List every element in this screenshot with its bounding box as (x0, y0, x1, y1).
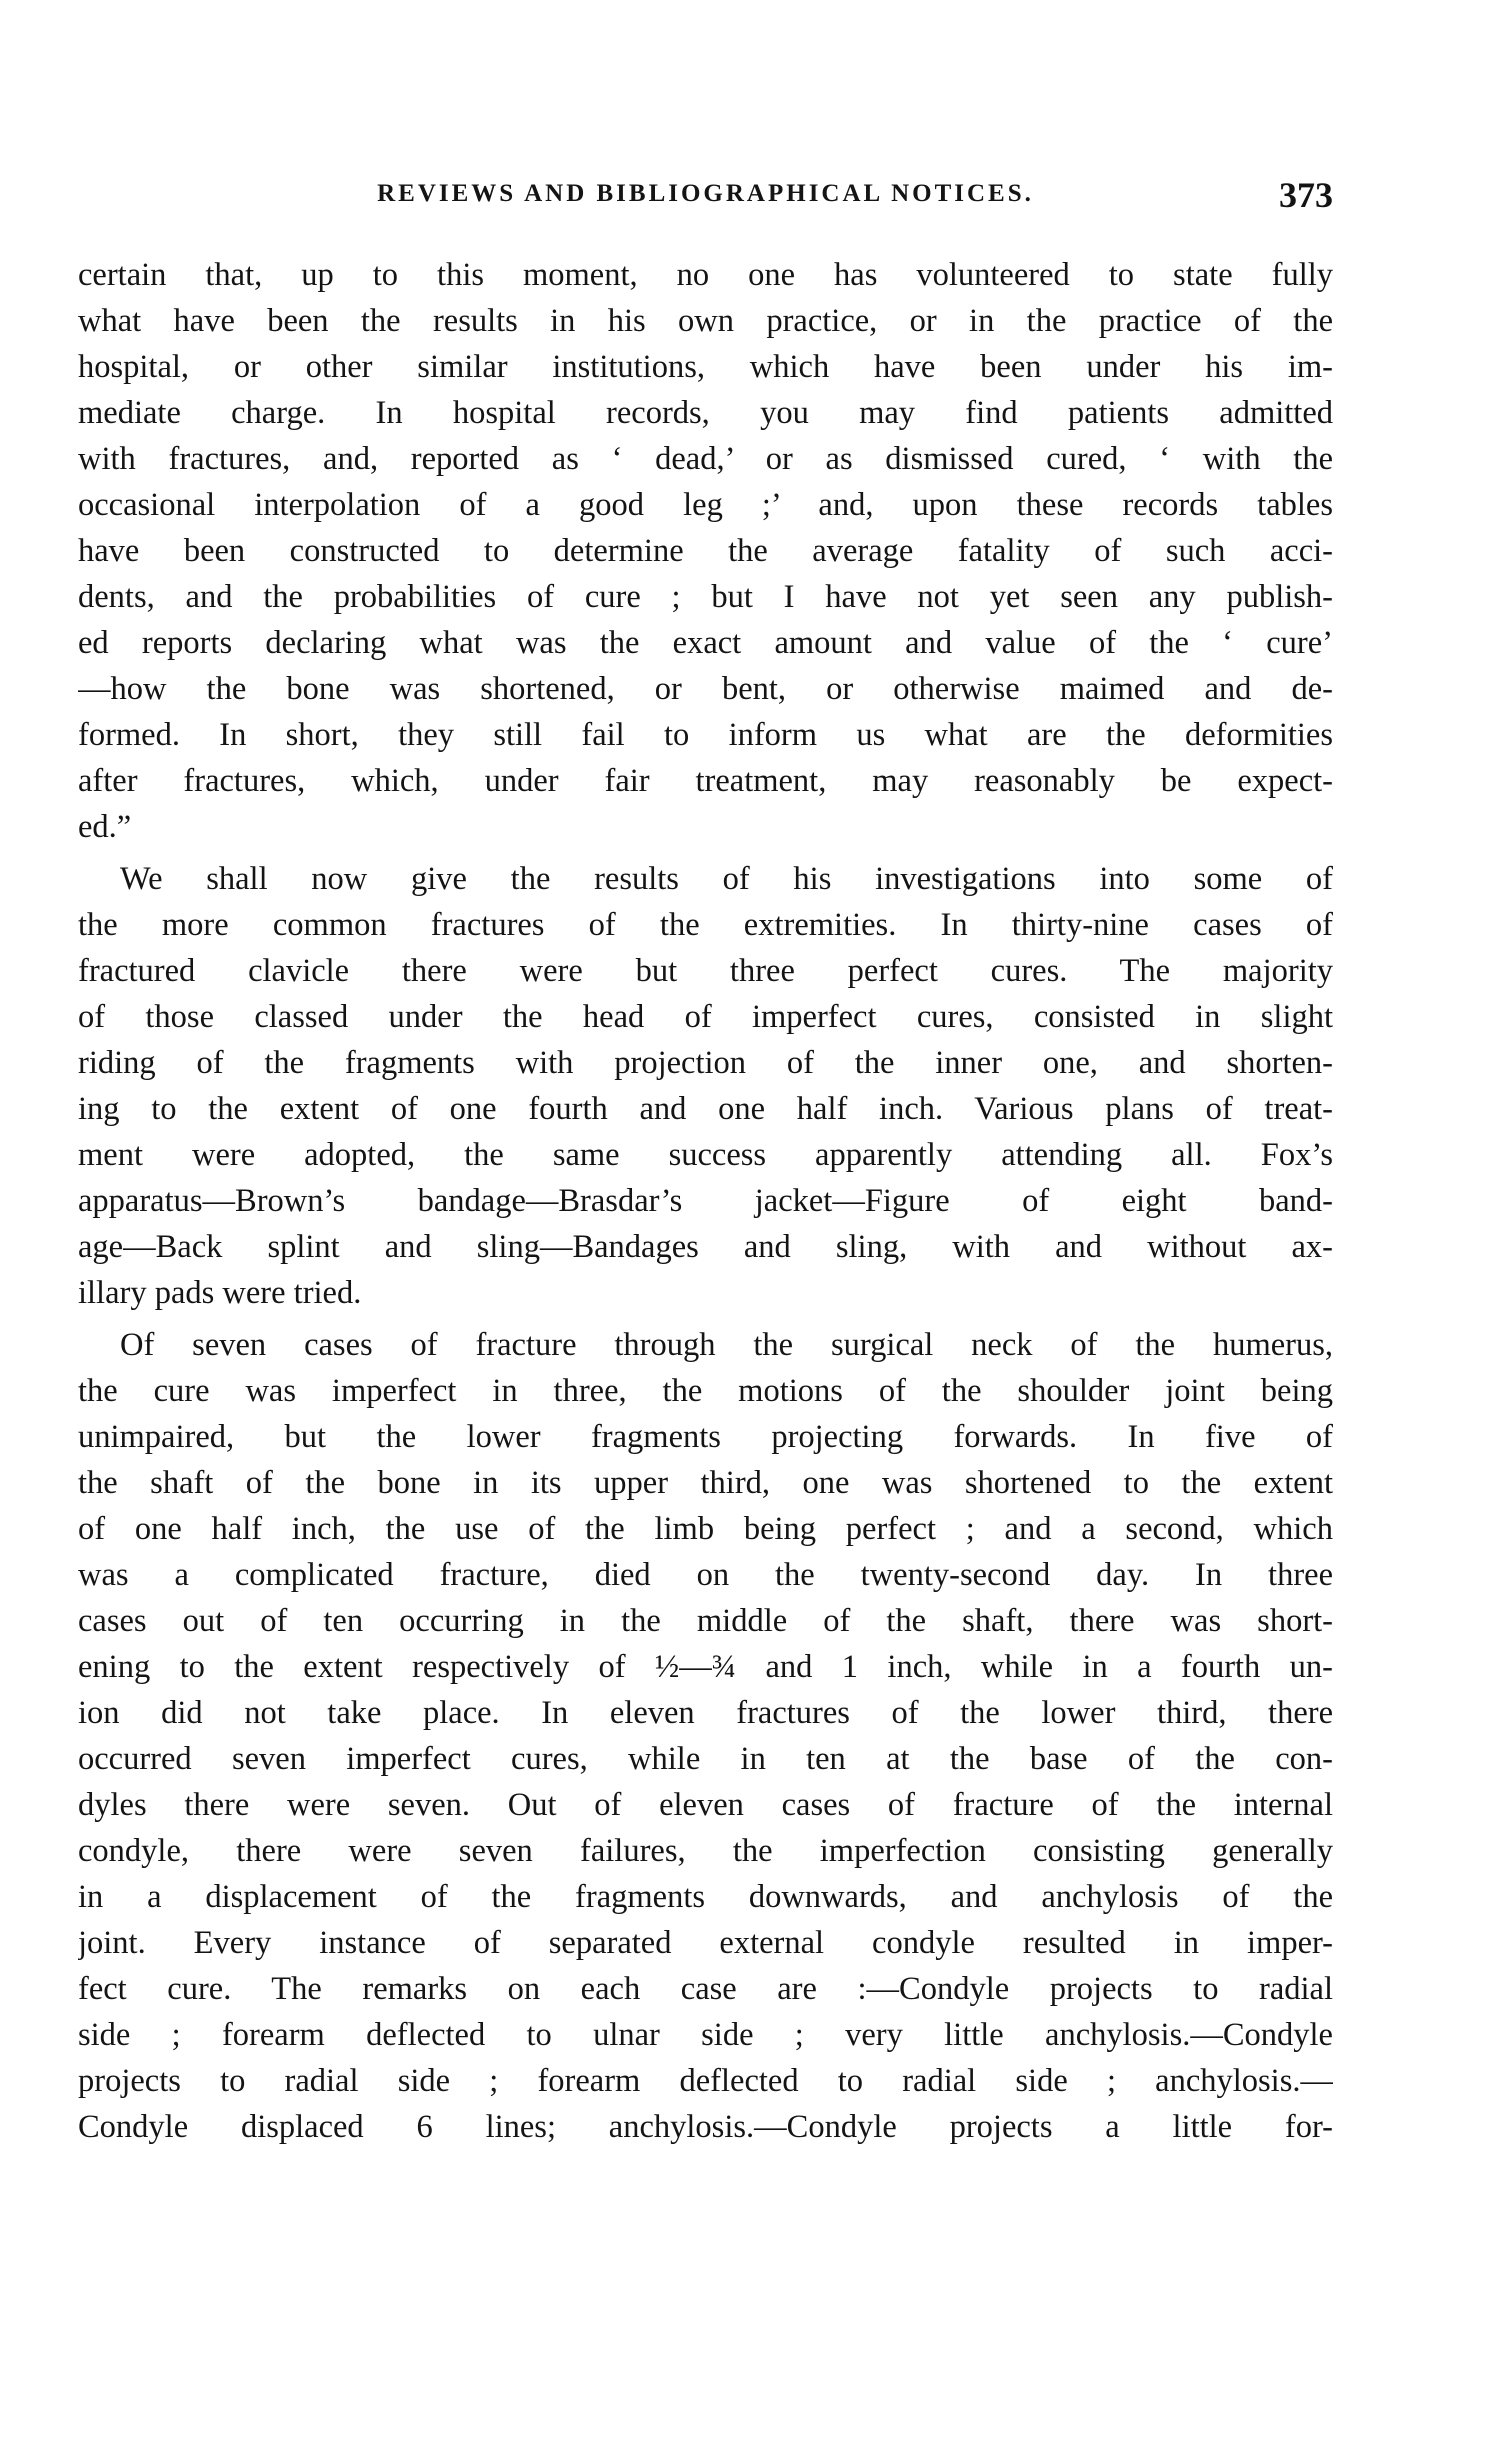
text-line: joint. Every instance of separated external condyle resulted in imper- (78, 1925, 1333, 1961)
text-line: mediate charge. In hospital records, you may find patients admitted (78, 395, 1333, 431)
paragraph-3 (78, 1322, 1333, 2150)
running-title: REVIEWS AND BIBLIOGRAPHICAL NOTICES. (377, 180, 1034, 207)
text-line: with fractures, and, reported as ‘ dead,’ or as dismissed cured, ‘ with the (78, 441, 1333, 477)
text-line: illary pads were tried. (78, 1275, 362, 1311)
text-line: fractured clavicle there were but three perfect cures. The majority (78, 953, 1333, 989)
text-line: of those classed under the head of imperfect cures, consisted in slight (78, 999, 1333, 1035)
page-number: 373 (1279, 175, 1333, 215)
text-line: Of seven cases of fracture through the surgical neck of the humerus, (120, 1327, 1333, 1363)
paragraph-2 (78, 856, 1333, 1316)
text-line: fect cure. The remarks on each case are :—Condyle projects to radial (78, 1971, 1333, 2007)
text-line: formed. In short, they still fail to inform us what are the deformities (78, 717, 1333, 753)
text-line: dyles there were seven. Out of eleven cases of fracture of the internal (78, 1787, 1333, 1823)
text-line: ed reports declaring what was the exact amount and value of the ‘ cure’ (78, 625, 1333, 661)
text-line: —how the bone was shortened, or bent, or otherwise maimed and de- (78, 671, 1333, 707)
text-line: side ; forearm deflected to ulnar side ; very little anchylosis.—Condyle (78, 2017, 1333, 2053)
text-line: the shaft of the bone in its upper third, one was shortened to the extent (78, 1465, 1333, 1501)
text-line: in a displacement of the fragments downwards, and anchylosis of the (78, 1879, 1333, 1915)
text-line: of one half inch, the use of the limb being perfect ; and a second, which (78, 1511, 1333, 1547)
text-line: ing to the extent of one fourth and one half inch. Various plans of treat- (78, 1091, 1333, 1127)
text-line: ion did not take place. In eleven fractures of the lower third, there (78, 1695, 1333, 1731)
paragraph-1 (78, 252, 1333, 850)
text-line: after fractures, which, under fair treatment, may reasonably be expect- (78, 763, 1333, 799)
text-line: Condyle displaced 6 lines; anchylosis.—Condyle projects a little for- (78, 2109, 1333, 2145)
text-line: occasional interpolation of a good leg ;’ and, upon these records tables (78, 487, 1333, 523)
text-line: have been constructed to determine the average fatality of such acci- (78, 533, 1333, 569)
text-line: cases out of ten occurring in the middle of the shaft, there was short- (78, 1603, 1333, 1639)
text-line: projects to radial side ; forearm deflected to radial side ; anchylosis.— (78, 2063, 1333, 2099)
text-line: apparatus—Brown’s bandage—Brasdar’s jacket—Figure of eight band- (78, 1183, 1333, 1219)
text-line: unimpaired, but the lower fragments projecting forwards. In five of (78, 1419, 1333, 1455)
text-line: ening to the extent respectively of ½—¾ and 1 inch, while in a fourth un- (78, 1649, 1333, 1685)
text-line: what have been the results in his own practice, or in the practice of the (78, 303, 1333, 339)
text-line: was a complicated fracture, died on the twenty-second day. In three (78, 1557, 1333, 1593)
text-line: ment were adopted, the same success apparently attending all. Fox’s (78, 1137, 1333, 1173)
text-line: hospital, or other similar institutions, which have been under his im- (78, 349, 1333, 385)
text-line: certain that, up to this moment, no one has volunteered to state fully (78, 257, 1333, 293)
book-page (78, 175, 1333, 2150)
text-line: condyle, there were seven failures, the imperfection consisting generally (78, 1833, 1333, 1869)
text-line: occurred seven imperfect cures, while in ten at the base of the con- (78, 1741, 1333, 1777)
text-line: the cure was imperfect in three, the motions of the shoulder joint being (78, 1373, 1333, 1409)
text-line: ed.” (78, 809, 132, 845)
running-head (78, 175, 1333, 220)
text-line: riding of the fragments with projection of the inner one, and shorten- (78, 1045, 1333, 1081)
text-line: We shall now give the results of his investigations into some of (120, 861, 1333, 897)
text-line: dents, and the probabilities of cure ; but I have not yet seen any publish- (78, 579, 1333, 615)
text-line: age—Back splint and sling—Bandages and sling, with and without ax- (78, 1229, 1333, 1265)
text-line: the more common fractures of the extremities. In thirty-nine cases of (78, 907, 1333, 943)
